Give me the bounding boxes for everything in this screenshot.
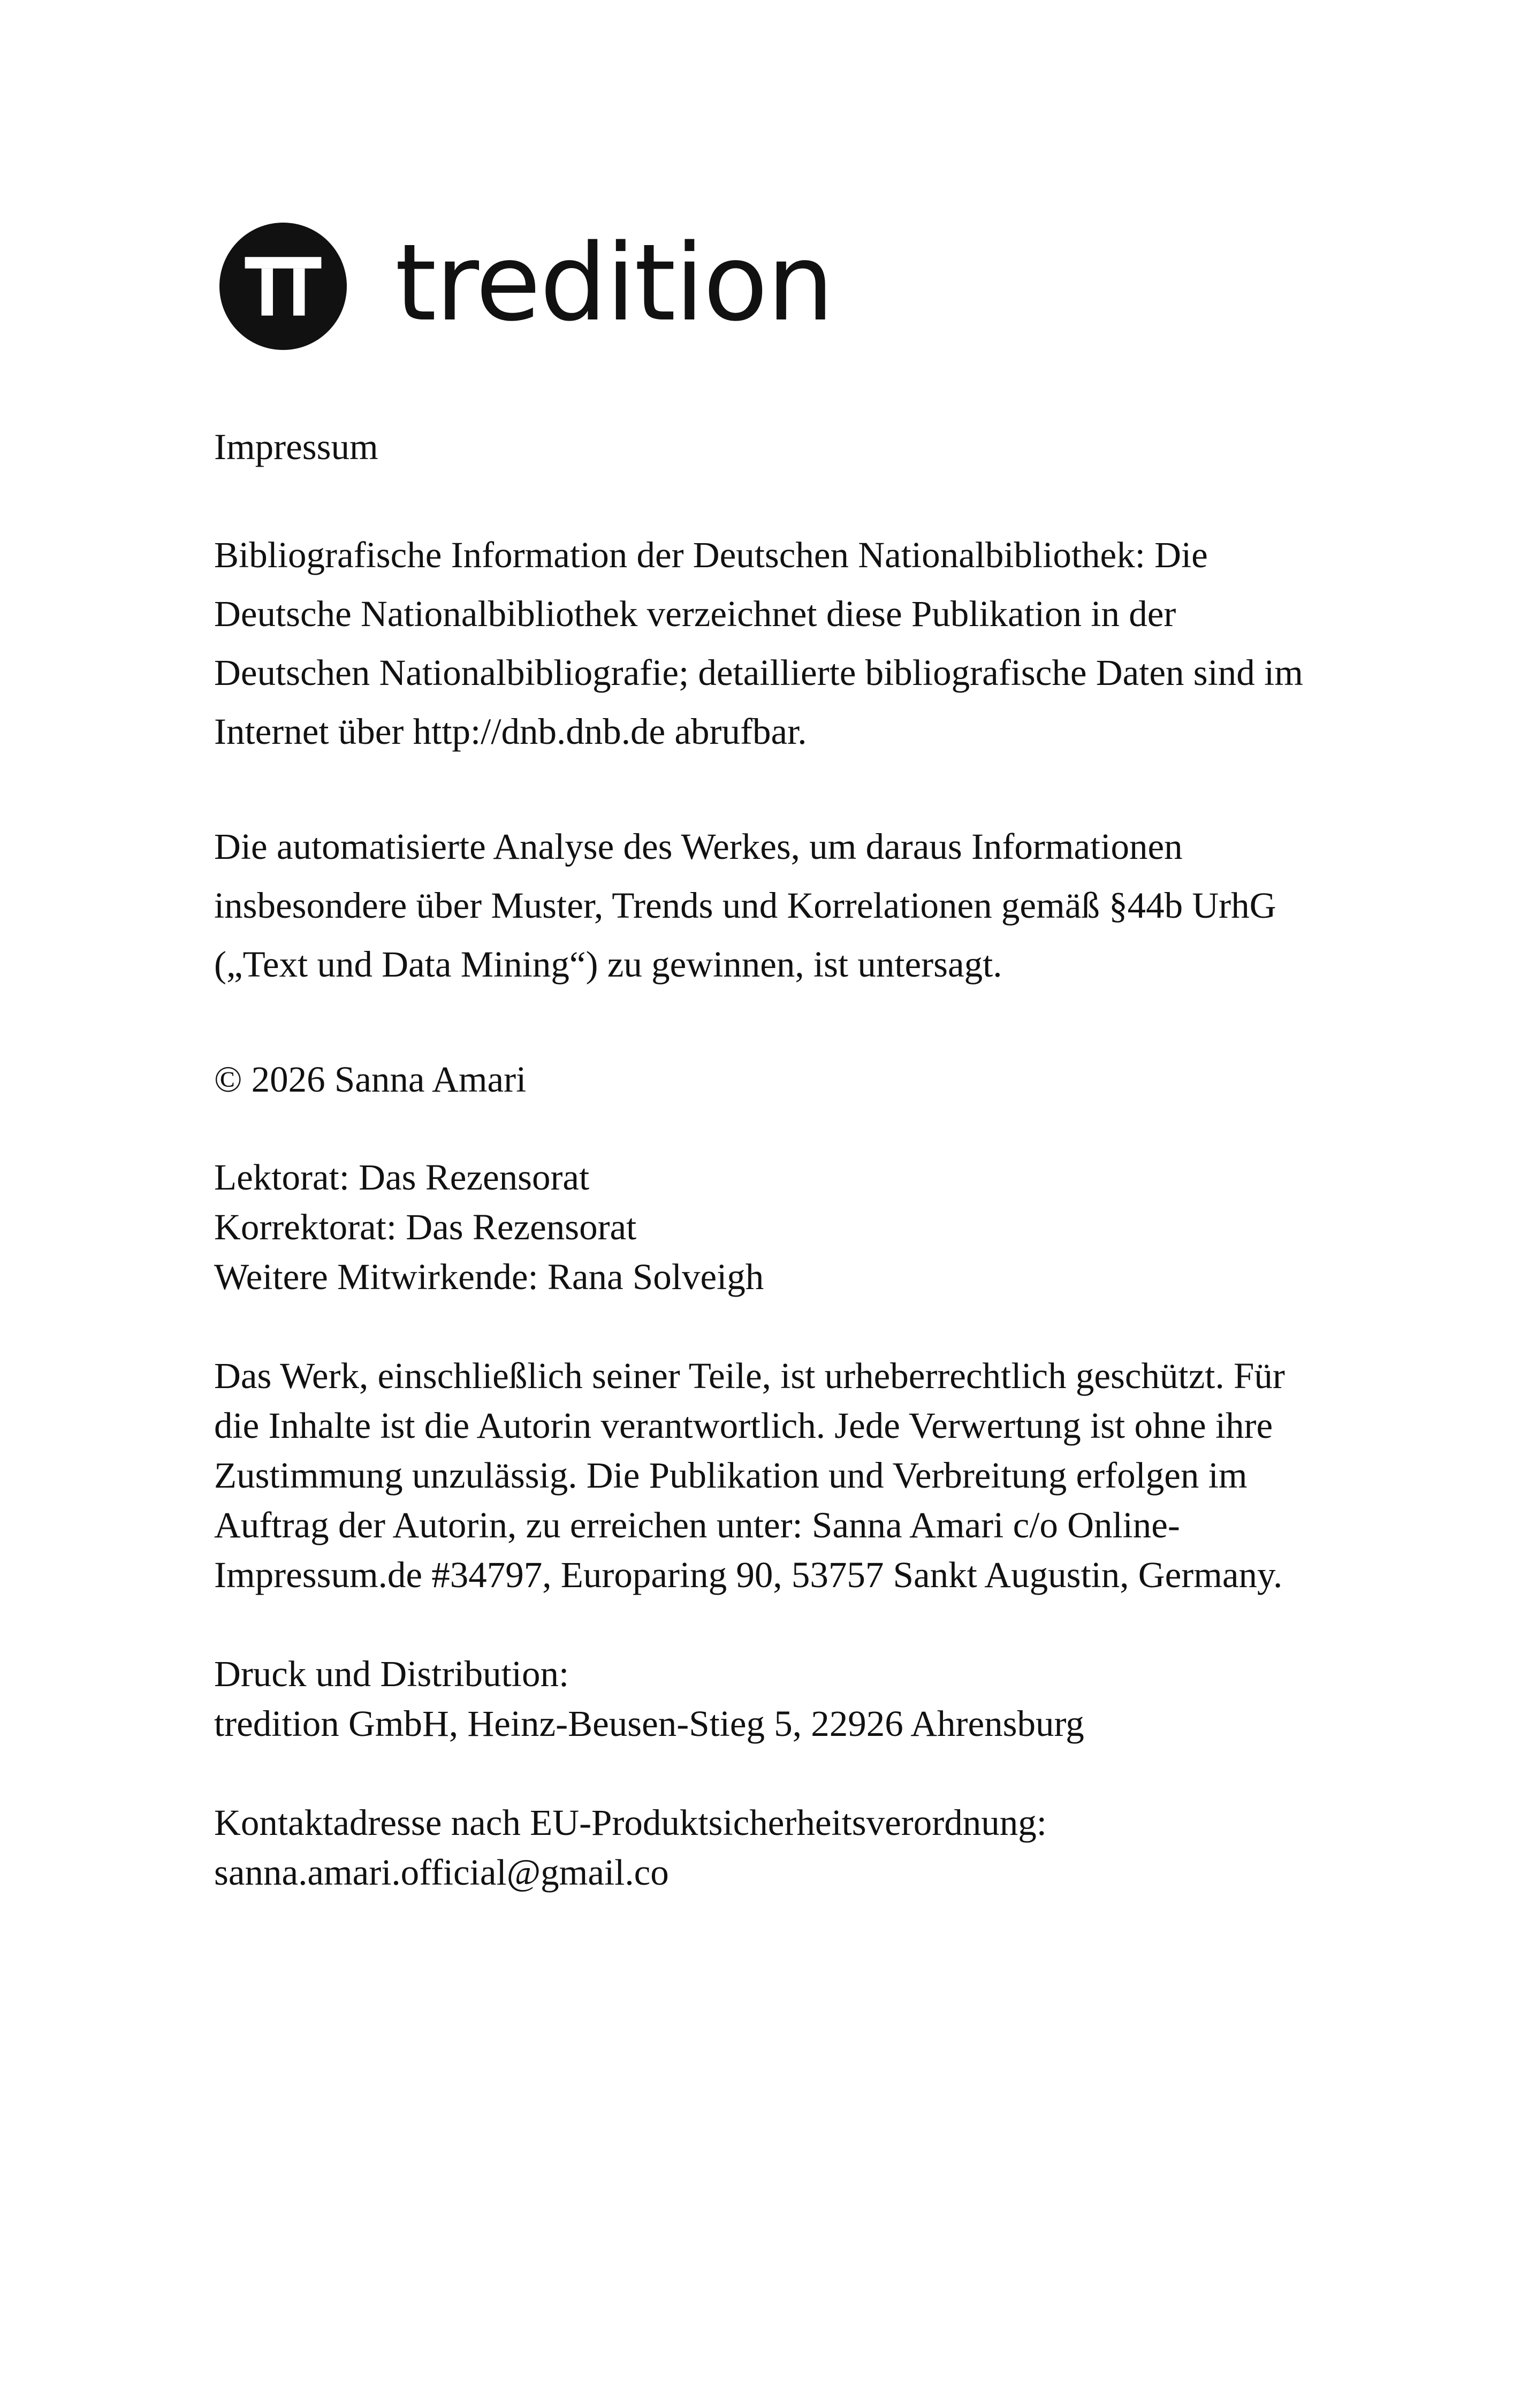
publisher-logo (219, 219, 833, 353)
bibliographic-notice: Bibliografische Information der Deutschen Nationalbibliothek: Die Deutsche Nationalbibliothek verzeichnet diese Publikation in der Deutschen Nationalbibliografie; detaillierte bibliografische Daten sind im Internet über http://dnb.dnb.de abrufbar. (214, 535, 1303, 752)
contact-label: Kontaktadresse nach EU-Produktsicherheitsverordnung: (214, 1802, 1047, 1843)
rights-notice: Das Werk, einschließlich seiner Teile, ist urheberrechtlich geschützt. Für die Inhalte ist die Autorin verantwortlich. Jede Verwertung ist ohne ihre Zustimmung unzulässig. Die Publikation und Verbreitung erfolgen im Auftrag der Autorin, zu erreichen unter: Sanna Amari c/o Online-Impressum.de #34797, Europaring 90, 53757 Sankt Augustin, Germany. (214, 1355, 1285, 1595)
copyright-line: © 2026 Sanna Amari (214, 1059, 527, 1100)
editor-line: Lektorat: Das Rezensorat (214, 1157, 590, 1198)
text-data-mining-notice: Die automatisierte Analyse des Werkes, um daraus Informationen insbesondere über Muster, Trends und Korrelationen gemäß §44b UrhG („Text und Data Mining“) zu gewinnen, ist untersagt. (214, 826, 1276, 985)
distribution-label: Druck und Distribution: (214, 1653, 569, 1694)
imprint-page (214, 417, 1327, 1898)
contributors-list (214, 1153, 1327, 1302)
distribution-info (214, 1649, 1327, 1749)
imprint-heading: Impressum (214, 426, 378, 467)
tredition-t-icon (219, 223, 347, 350)
proofreader-line: Korrektorat: Das Rezensorat (214, 1207, 637, 1247)
contact-email: sanna.amari.official@gmail.co (214, 1852, 669, 1893)
other-contributors-line: Weitere Mitwirkende: Rana Solveigh (214, 1256, 764, 1297)
logo-wordmark: tredition (395, 221, 833, 345)
contact-info (214, 1798, 1327, 1898)
distribution-address: tredition GmbH, Heinz-Beusen-Stieg 5, 22926 Ahrensburg (214, 1703, 1084, 1744)
